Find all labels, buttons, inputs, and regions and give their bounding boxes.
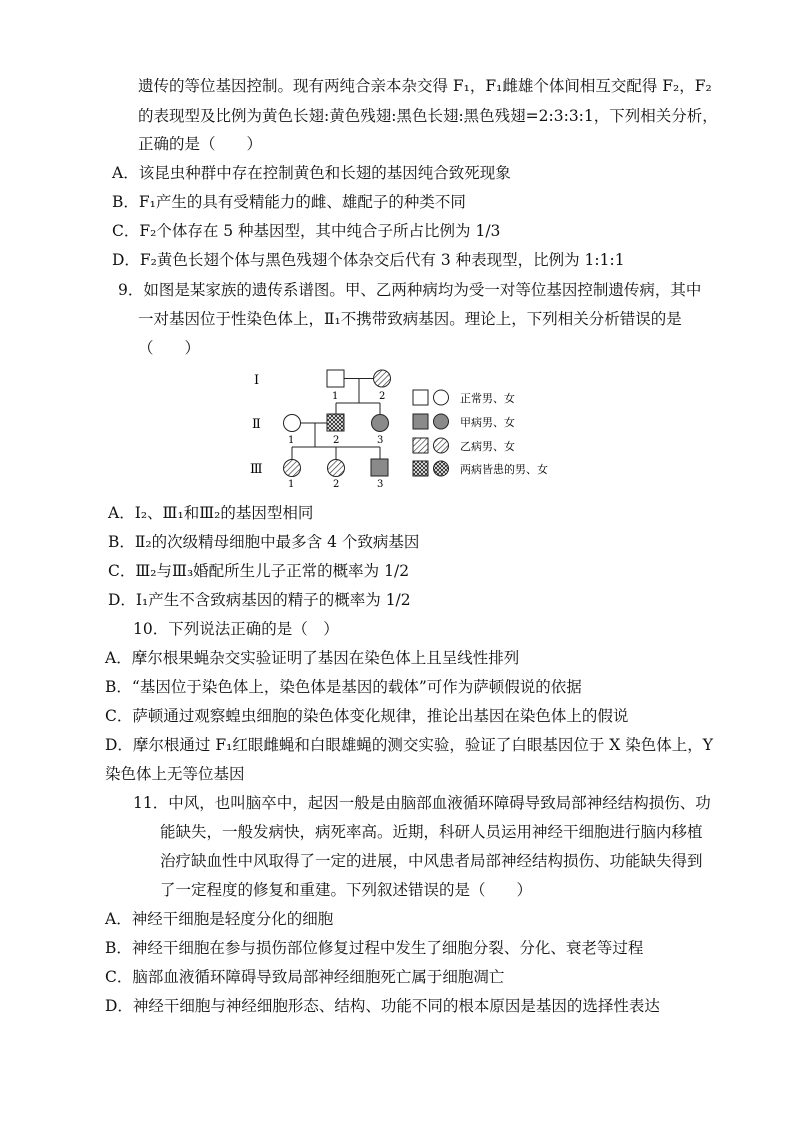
q10-option-b: B．“基因位于染色体上，染色体是基因的载体”可作为萨顿假说的依据 <box>105 678 582 696</box>
q8-option-a: A．该昆虫种群中存在控制黄色和长翅的基因纯合致死现象 <box>112 164 511 182</box>
ped-I2-number: 2 <box>379 391 386 402</box>
legend-normal-male-icon <box>413 390 428 405</box>
generation-label-2: Ⅱ <box>252 417 261 432</box>
q8-option-d: D．F₂黄色长翅个体与黑色残翅个体杂交后代有 3 种表现型，比例为 1:1:1 <box>112 251 625 269</box>
legend-jia-male-icon <box>413 414 428 429</box>
legend-jia-label: 甲病男、女 <box>460 416 515 429</box>
q8-option-c: C．F₂个体存在 5 种基因型，其中纯合子所占比例为 1/3 <box>112 222 501 240</box>
legend-yi-label: 乙病男、女 <box>460 440 515 453</box>
q9-stem-line-3: （ ） <box>138 339 201 357</box>
legend-both-female-icon <box>434 461 449 476</box>
ped-II2-male-both <box>327 414 344 431</box>
ped-I2-female-yi <box>374 370 391 387</box>
q8-stem-line-3: 正确的是（ ） <box>138 135 263 153</box>
ped-III2-number: 2 <box>333 479 340 488</box>
q11-stem-line-4: 了一定程度的修复和重建。下列叙述错误的是（ ） <box>160 881 533 899</box>
legend-both-label: 两病皆患的男、女 <box>460 463 548 476</box>
generation-label-3: Ⅲ <box>250 462 263 477</box>
legend-normal-label: 正常男、女 <box>460 392 515 405</box>
ped-III3-number: 3 <box>377 479 384 488</box>
q10-option-d-continued: 染色体上无等位基因 <box>105 765 245 783</box>
q8-stem-line-2: 的表现型及比例为黄色长翅:黄色残翅:黑色长翅:黑色残翅=2:3:3:1，下列相关分析， <box>138 107 718 125</box>
ped-III1-number: 1 <box>288 479 295 488</box>
ped-II1-number: 1 <box>288 435 295 446</box>
q8-stem-line-1: 遗传的等位基因控制。现有两纯合亲本杂交得 F₁，F₁雌雄个体间相互交配得 F₂，F₂ <box>138 77 712 95</box>
ped-II2-number: 2 <box>333 435 340 446</box>
q11-stem-line-1: 11．中风，也叫脑卒中，起因一般是由脑部血液循环障碍导致局部神经结构损伤、功 <box>133 794 711 812</box>
q9-stem-line-2: 一对基因位于性染色体上，Ⅱ₁不携带致病基因。理论上，下列相关分析错误的是 <box>138 310 682 328</box>
legend-yi-male-icon <box>413 438 428 453</box>
q10-stem: 10．下列说法正确的是（ ） <box>133 620 339 638</box>
q10-option-a: A．摩尔根果蝇杂交实验证明了基因在染色体上且呈线性排列 <box>105 649 520 667</box>
q11-option-c: C．脑部血液循环障碍导致局部神经细胞死亡属于细胞凋亡 <box>105 968 505 986</box>
q8-option-b: B．F₁产生的具有受精能力的雌、雄配子的种类不同 <box>112 193 466 211</box>
ped-II1-female-normal <box>284 415 301 432</box>
q10-option-c: C．萨顿通过观察蝗虫细胞的染色体变化规律，推论出基因在染色体上的假说 <box>105 707 629 725</box>
legend-normal-female-icon <box>434 390 449 405</box>
generation-label-1: Ⅰ <box>254 373 260 388</box>
ped-III1-female-yi <box>284 460 301 477</box>
q9-option-d: D．Ⅰ₁产生不含致病基因的精子的概率为 1/2 <box>108 591 411 609</box>
legend-jia-female-icon <box>434 414 449 429</box>
q9-option-c: C．Ⅲ₂与Ⅲ₃婚配所生儿子正常的概率为 1/2 <box>108 562 410 580</box>
q11-option-a: A．神经干细胞是轻度分化的细胞 <box>105 910 334 928</box>
legend-both-male-icon <box>413 461 428 476</box>
q10-option-d: D．摩尔根通过 F₁红眼雌蝇和白眼雄蝇的测交实验，验证了白眼基因位于 X 染色体上，Y <box>105 736 713 754</box>
ped-III3-male-jia <box>371 459 388 476</box>
q11-stem-line-3: 治疗缺血性中风取得了一定的进展，中风患者局部神经结构损伤、功能缺失得到 <box>160 852 703 870</box>
ped-I1-male-normal <box>327 370 344 387</box>
ped-II3-female-jia <box>372 415 389 432</box>
q9-option-a: A．Ⅰ₂、Ⅲ₁和Ⅲ₂的基因型相同 <box>108 504 314 522</box>
pedigree-chart <box>248 368 568 488</box>
ped-II3-number: 3 <box>377 435 384 446</box>
q9-option-b: B．Ⅱ₂的次级精母细胞中最多含 4 个致病基因 <box>108 533 420 551</box>
q9-stem-line-1: 9．如图是某家族的遗传系谱图。甲、乙两种病均为受一对等位基因控制遗传病，其中 <box>118 281 702 299</box>
legend-yi-female-icon <box>434 438 449 453</box>
q11-option-d: D．神经干细胞与神经细胞形态、结构、功能不同的根本原因是基因的选择性表达 <box>105 997 660 1015</box>
ped-I1-number: 1 <box>332 391 339 402</box>
q11-option-b: B．神经干细胞在参与损伤部位修复过程中发生了细胞分裂、分化、衰老等过程 <box>105 939 644 957</box>
q11-stem-line-2: 能缺失，一般发病快，病死率高。近期，科研人员运用神经干细胞进行脑内移植 <box>160 823 703 841</box>
ped-III2-female-yi <box>328 460 345 477</box>
